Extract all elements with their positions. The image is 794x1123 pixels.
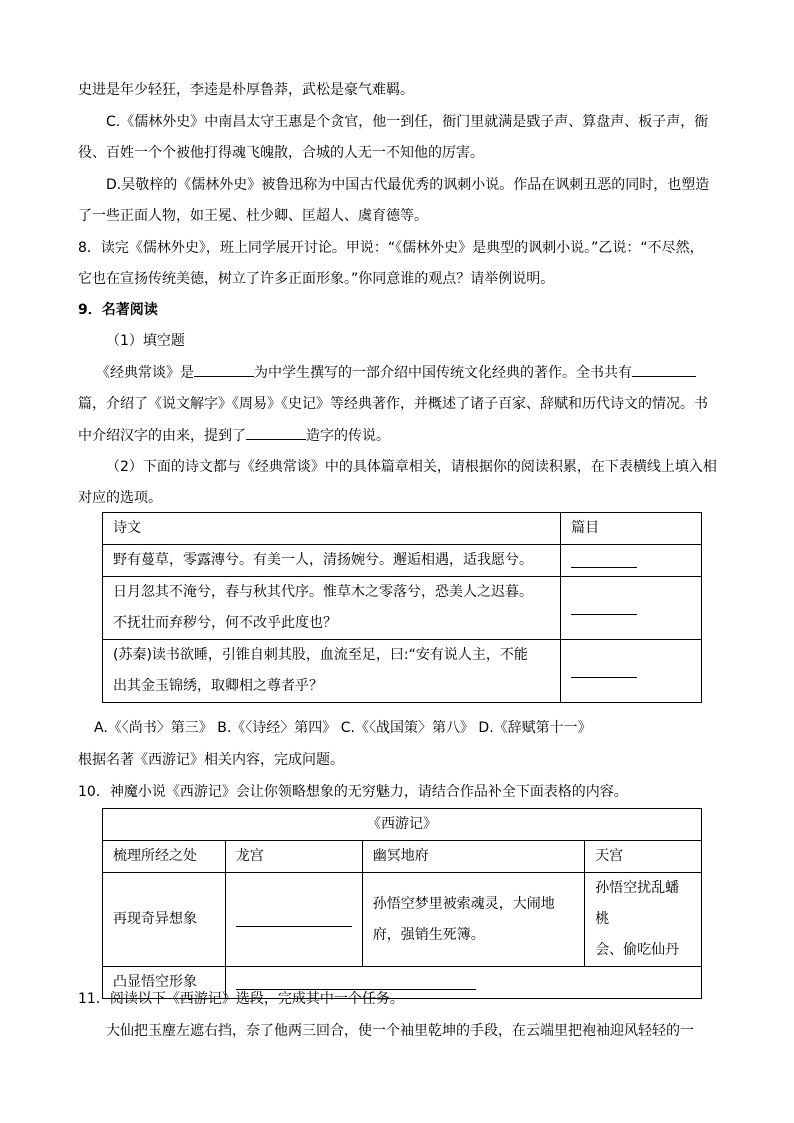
table-row (103, 513, 702, 545)
answer-cell[interactable] (561, 640, 702, 703)
option-c-line1: C.《儒林外史》中南昌太守王惠是个贪官，他一到任，衙门里就满是戥子声、算盘声、板子声，衙 (106, 114, 709, 130)
table-header-poem: 诗文 (103, 513, 561, 545)
content-cell (585, 873, 702, 967)
fill-text: 为中学生撰写的一部介绍中国传统文化经典的著作。全书共有 (254, 365, 632, 381)
table-row (103, 577, 702, 640)
table-header-chapter: 篇目 (561, 513, 702, 545)
poem-text: (苏秦)读书欲睡，引锥自刺其股，血流至足，曰:“安有说人主，不能 (113, 647, 528, 663)
answer-cell[interactable] (561, 545, 702, 577)
table-header: 梳理所经之处 (103, 841, 226, 873)
table-row (103, 873, 702, 967)
answer-cell[interactable] (561, 577, 702, 640)
fill-text: 中介绍汉字的由来，提到了 (78, 428, 246, 444)
option-d-line1: D.吴敬梓的《儒林外史》被鲁迅称为中国古代最优秀的讽刺小说。作品在讽刺丑恶的同时，也塑造 (106, 177, 710, 193)
reading-intro: 根据名著《西游记》相关内容，完成问题。 (78, 752, 344, 768)
table-title: 《西游记》 (103, 809, 702, 841)
table-row (103, 640, 702, 703)
fill-line-2: 篇，介绍了《说文解字》《周易》《史记》等经典著作，并概述了诸子百家、辞赋和历代诗文的情况。书 (78, 396, 708, 412)
poem-cell: 野有蔓草，零露漙兮。有美一人，清扬婉兮。邂逅相遇，适我愿兮。 (103, 545, 561, 577)
answer-blank[interactable] (194, 362, 254, 377)
table-header: 天宫 (585, 841, 702, 873)
poem-chapter-table (102, 512, 702, 703)
subquestion-1-title: （1）填空题 (106, 333, 185, 349)
text-line: 史进是年少轻狂，李逵是朴厚鲁莽，武松是豪气难羁。 (78, 82, 414, 98)
fill-line-3 (78, 425, 390, 446)
journey-table (102, 808, 702, 999)
fill-line-1 (96, 362, 696, 383)
cell-text: 会、偷吃仙丹 (595, 942, 680, 958)
answer-cell[interactable] (225, 873, 362, 967)
fill-text: 《经典常谈》是 (96, 365, 194, 381)
answer-blank[interactable] (571, 553, 637, 568)
question-10: 10．神魔小说《西游记》会让你领略想象的无穷魅力，请结合作品补全下面表格的内容。 (78, 784, 628, 800)
table-header: 幽冥地府 (362, 841, 584, 873)
option-d-line2: 了一些正面人物，如王冕、杜少卿、匡超人、虞育德等。 (78, 208, 428, 224)
table-header: 龙宫 (225, 841, 362, 873)
answer-blank[interactable] (571, 600, 637, 615)
answer-blank[interactable] (571, 663, 637, 678)
subquestion-2-line2: 对应的选项。 (78, 490, 162, 506)
question-8-line1: 8．读完《儒林外史》，班上同学展开讨论。甲说：“《儒林外史》是典型的讽刺小说。”乙说：“不尽然， (78, 240, 704, 256)
cell-text: 孙悟空扰乱蟠桃 (595, 880, 680, 927)
fill-text: 造字的传说。 (306, 428, 390, 444)
answer-blank[interactable] (236, 975, 476, 990)
question-11: 11．阅读以下《西游记》选段，完成其中一个任务。 (78, 991, 404, 1007)
answer-blank[interactable] (632, 362, 696, 377)
poem-cell (103, 577, 561, 640)
passage-line: 大仙把玉麈左遮右挡，奈了他两三回合，使一个袖里乾坤的手段，在云端里把袍袖迎风轻轻的一 (106, 1023, 694, 1039)
table-row (103, 545, 702, 577)
table-row (103, 841, 702, 873)
subquestion-2-line1: （2）下面的诗文都与《经典常谈》中的具体篇章相关，请根据你的阅读积累，在下表横线上填入相 (106, 459, 717, 475)
question-8-line2: 它也在宣扬传统美德，树立了许多正面形象。”你同意谁的观点？请举例说明。 (78, 271, 555, 287)
question-9-title: 9．名著阅读 (78, 302, 158, 318)
answer-blank[interactable] (236, 912, 352, 927)
row-label: 凸显悟空形象 (103, 967, 226, 999)
cell-text: 孙悟空梦里被索魂灵，大闹地 (372, 895, 555, 912)
poem-text: 出其金玉锦绣，取卿相之尊者乎？ (113, 678, 323, 694)
option-c-line2: 役、百姓一个个被他打得魂飞魄散，合城的人无一不知他的厉害。 (78, 145, 484, 161)
table-row (103, 809, 702, 841)
poem-cell (103, 640, 561, 703)
answer-blank[interactable] (246, 425, 306, 440)
poem-text: 日月忽其不淹兮，春与秋其代序。惟草木之零落兮，恐美人之迟暮。 (113, 584, 533, 600)
options-line: A.《〈尚书〉第三》 B.《〈诗经〉第四》 C.《〈战国策〉第八》 D.《辞赋第十一》 (94, 720, 592, 736)
row-label: 再现奇异想象 (103, 873, 226, 967)
poem-text: 不抚壮而弃秽兮，何不改乎此度也？ (113, 615, 337, 631)
content-cell (362, 873, 584, 967)
cell-text: 府，强销生死簿。 (372, 926, 485, 943)
